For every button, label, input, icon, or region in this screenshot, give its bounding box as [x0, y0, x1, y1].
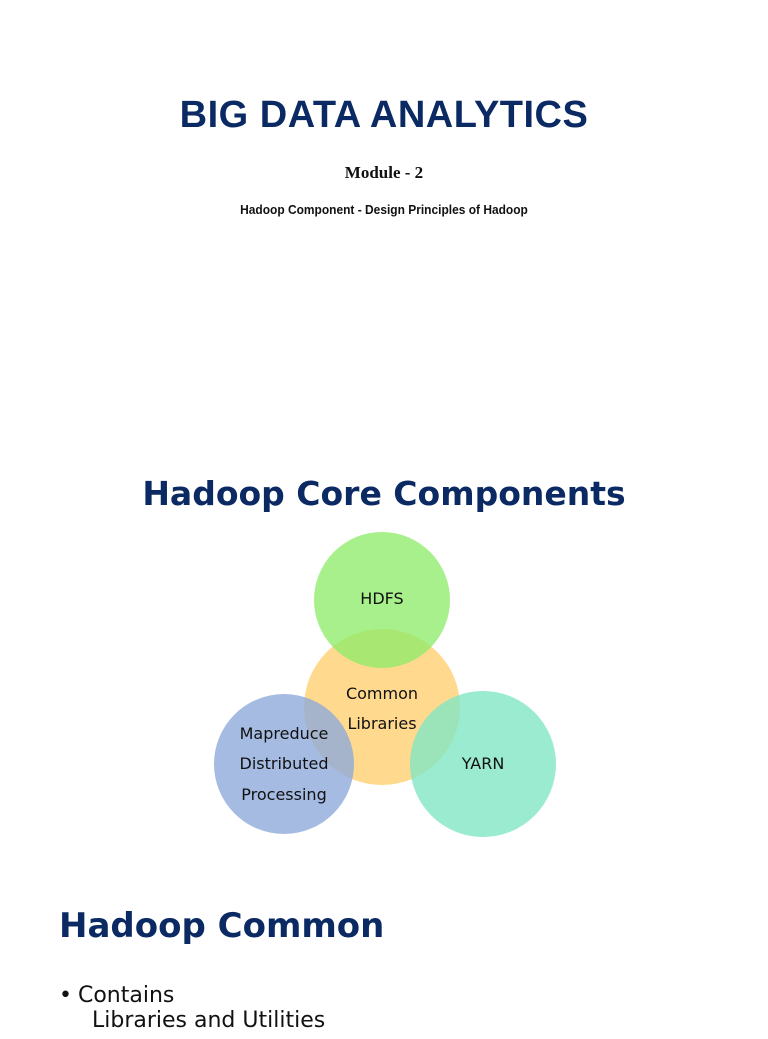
mapreduce-label-line-3: Processing: [241, 785, 327, 804]
mapreduce-label-line-2: Distributed: [239, 754, 329, 773]
yarn-label: YARN: [461, 754, 505, 773]
common-label-line-1: Common: [345, 684, 419, 703]
common-label-line-2: Libraries: [347, 714, 417, 733]
hdfs-label: HDFS: [360, 589, 404, 608]
module-label: Module - 2: [344, 163, 424, 182]
hadoop-common-title: Hadoop Common: [59, 906, 385, 946]
bullet-text: Contains: [77, 983, 175, 1008]
core-components-diagram: [200, 520, 570, 850]
mapreduce-label-line-1: Mapreduce: [239, 724, 329, 743]
sub-bullet-item: [92, 1008, 326, 1033]
bullet-item: [59, 983, 174, 1008]
presentation-subtitle: Hadoop Component - Design Principles of Hadoop: [240, 202, 528, 217]
bullet-dot-icon: •: [59, 983, 72, 1008]
presentation-title: BIG DATA ANALYTICS: [179, 94, 589, 136]
core-components-title: Hadoop Core Components: [142, 474, 626, 513]
sub-bullet-text: Libraries and Utilities: [92, 1008, 326, 1033]
